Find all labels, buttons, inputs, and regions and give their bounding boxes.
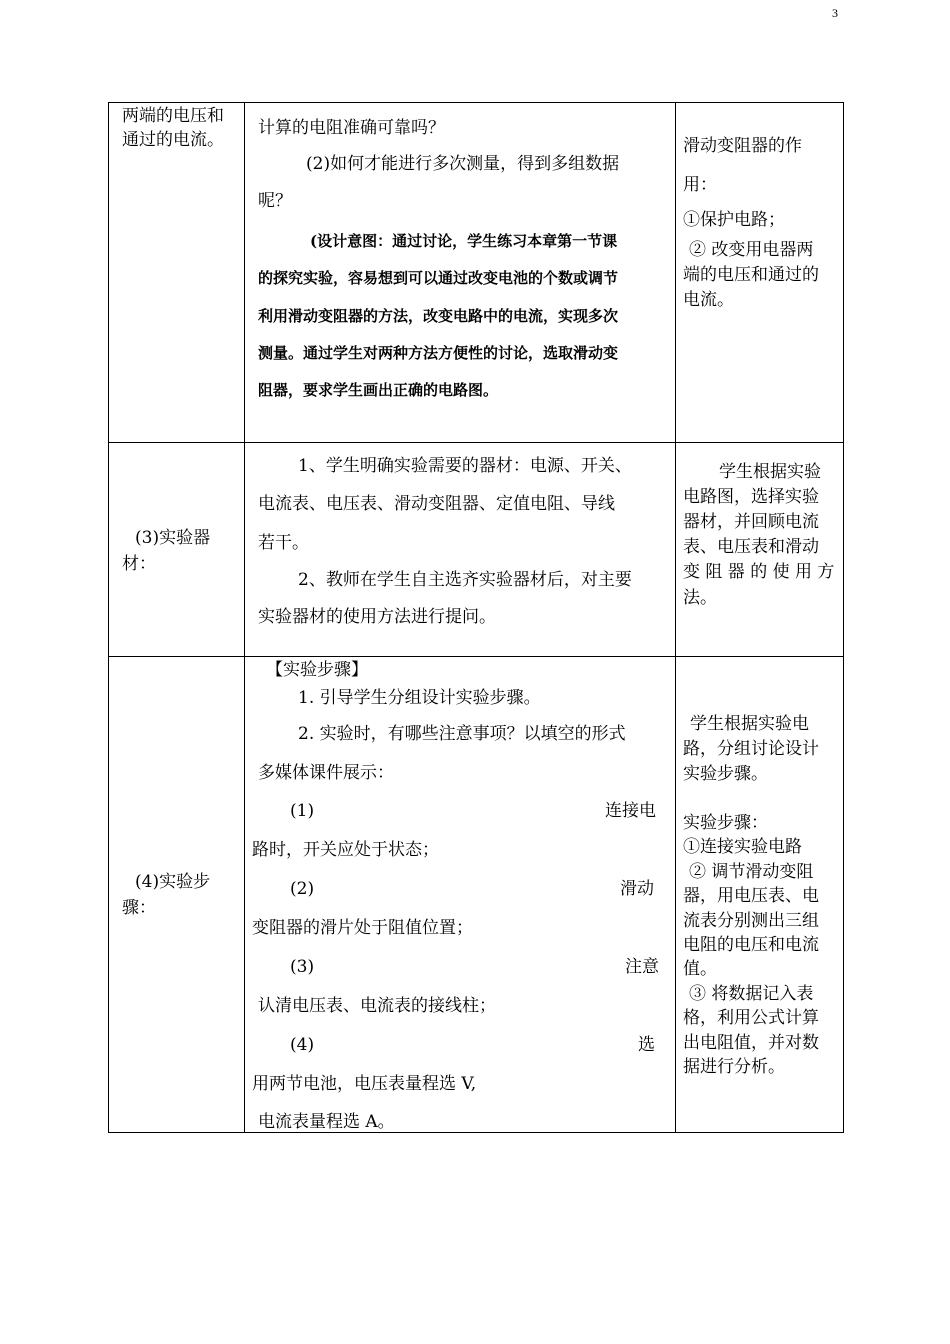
student-text: 滑动变阻器的作 <box>683 136 802 156</box>
student-text: ①保护电路； <box>683 210 785 230</box>
stage-text: (3)实验器 <box>135 528 211 548</box>
student-text: 流表分别测出三组 <box>683 911 819 931</box>
teacher-text: 计算的电阻准确可靠吗？ <box>258 118 445 138</box>
teacher-text: 滑动 <box>620 879 654 899</box>
teacher-text: 实验器材的使用方法进行提问。 <box>258 607 496 627</box>
student-text: 格，利用公式计算 <box>683 1008 819 1028</box>
table-border-left <box>108 102 109 1133</box>
student-text: 实验步骤： <box>683 813 768 833</box>
student-text: 端的电压和通过的 <box>683 265 819 285</box>
teacher-text: 若干。 <box>258 533 309 553</box>
table-border-bottom <box>108 1132 844 1133</box>
stage-text: (4)实验步 <box>135 872 211 892</box>
student-text: 据进行分析。 <box>683 1057 785 1077</box>
teacher-text: 连接电 <box>605 801 656 821</box>
teacher-text: 利用滑动变阻器的方法，改变电路中的电流，实现多次 <box>258 307 619 325</box>
student-text: 用： <box>683 175 717 195</box>
student-text: 法。 <box>683 588 717 608</box>
stage-text: 骤： <box>122 898 156 918</box>
teacher-text: 阻器，要求学生画出正确的电路图。 <box>258 381 499 399</box>
student-text: 变 阻 器 的 使 用 方 <box>683 562 835 582</box>
teacher-text: (1) <box>290 801 315 821</box>
teacher-text: (设计意图：通过讨论，学生练习本章第一节课 <box>310 232 618 250</box>
teacher-text: (3) <box>290 957 315 977</box>
teacher-text: 电流表、电压表、滑动变阻器、定值电阻、导线 <box>258 494 615 514</box>
stage-text: 材： <box>122 554 156 574</box>
student-text: 出电阻值，并对数 <box>683 1033 819 1053</box>
teacher-text: 2. 实验时，有哪些注意事项？以填空的形式 <box>298 724 626 744</box>
teacher-text: 1. 引导学生分组设计实验步骤。 <box>298 688 541 708</box>
teacher-text: 路时，开关应处于状态； <box>252 840 439 860</box>
student-text: 学生根据实验电 <box>690 714 809 734</box>
student-text: 学生根据实验 <box>719 462 821 482</box>
student-text: 值。 <box>683 959 717 979</box>
student-text: 电流。 <box>683 290 734 310</box>
teacher-text: 呢？ <box>258 191 292 211</box>
student-text: 表、电压表和滑动 <box>683 537 819 557</box>
student-text: ② 调节滑动变阻 <box>689 862 814 882</box>
teacher-text: 的探究实验，容易想到可以通过改变电池的个数或调节 <box>258 269 619 287</box>
student-text: 器材，并回顾电流 <box>683 512 819 532</box>
column-divider <box>244 102 245 1133</box>
table-border-right <box>843 102 844 1133</box>
row-divider <box>108 442 844 443</box>
teacher-text: 变阻器的滑片处于阻值位置； <box>252 918 473 938</box>
teacher-text: 测量。通过学生对两种方法方便性的讨论，选取滑动变 <box>258 344 619 362</box>
page-number: 3 <box>832 6 838 20</box>
teacher-text: 电流表量程选 A。 <box>258 1112 395 1132</box>
student-text: 器，用电压表、电 <box>683 886 819 906</box>
student-text: 电路图，选择实验 <box>683 487 819 507</box>
teacher-text: 【实验步骤】 <box>266 660 368 680</box>
teacher-text: (4) <box>290 1035 315 1055</box>
student-text: ② 改变用电器两 <box>689 240 814 260</box>
teacher-text: 多媒体课件展示： <box>258 763 394 783</box>
student-text: ③ 将数据记入表 <box>689 984 814 1004</box>
student-text: 路，分组讨论设计 <box>683 739 819 759</box>
row-divider <box>108 656 844 657</box>
teacher-text: (2)如何才能进行多次测量，得到多组数据 <box>306 154 620 174</box>
teacher-text: 1、学生明确实验需要的器材：电源、开关、 <box>298 456 632 476</box>
teacher-text: 注意 <box>625 957 659 977</box>
teacher-text: 2、教师在学生自主选齐实验器材后，对主要 <box>298 570 632 590</box>
table-border-top <box>108 102 844 103</box>
teacher-text: (2) <box>290 879 315 899</box>
teacher-text: 认清电压表、电流表的接线柱； <box>258 996 496 1016</box>
stage-text: 两端的电压和 <box>122 106 224 126</box>
teacher-text: 用两节电池，电压表量程选 V, <box>252 1074 477 1094</box>
teacher-text: 选 <box>638 1035 655 1055</box>
stage-text: 通过的电流。 <box>122 130 224 150</box>
student-text: 实验步骤。 <box>683 764 768 784</box>
student-text: 电阻的电压和电流 <box>683 935 819 955</box>
column-divider <box>675 102 676 1133</box>
student-text: ①连接实验电路 <box>683 837 802 857</box>
